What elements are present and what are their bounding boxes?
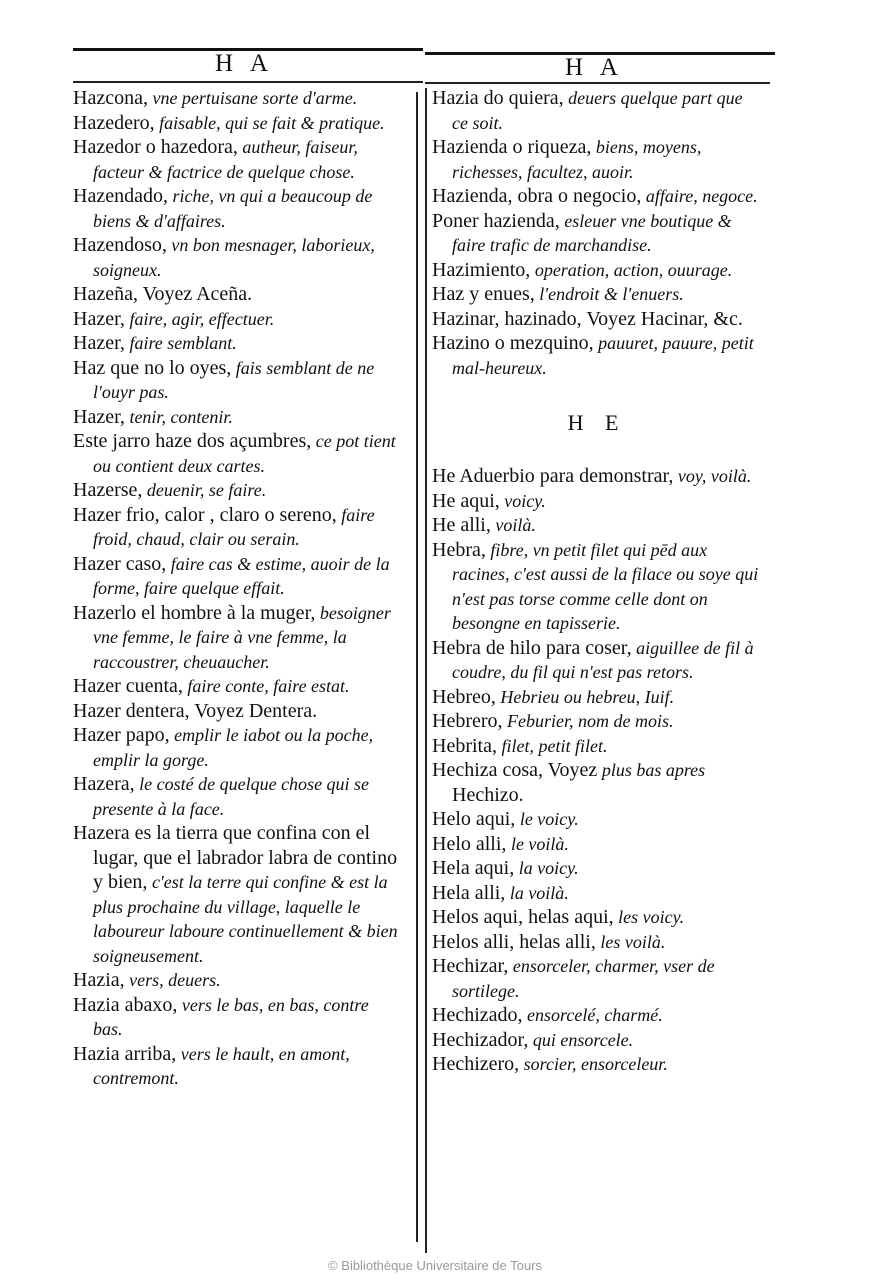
cross-reference: Hechizo. bbox=[452, 783, 524, 806]
headword: Hebrero, bbox=[432, 710, 503, 732]
dictionary-entry bbox=[73, 552, 398, 601]
dictionary-entry bbox=[432, 282, 762, 307]
headword: Hazienda o riqueza, bbox=[432, 136, 592, 158]
dictionary-entry bbox=[432, 209, 762, 258]
translation: le voicy. bbox=[515, 809, 579, 829]
dictionary-entry bbox=[432, 856, 762, 881]
dictionary-entry bbox=[432, 538, 762, 636]
translation: voilà. bbox=[490, 515, 536, 535]
dictionary-entry bbox=[432, 709, 762, 734]
dictionary-entry bbox=[432, 135, 762, 184]
headword: Haz y enues, bbox=[432, 283, 535, 305]
translation: ensorceler, charmer, vser de sortilege. bbox=[452, 956, 715, 1001]
headword: Hazer caso, bbox=[73, 552, 167, 575]
headword: Helos aqui, helas aqui, bbox=[432, 906, 614, 928]
translation: faire conte, faire estat. bbox=[182, 676, 350, 696]
headword: He aqui, bbox=[432, 489, 500, 512]
dictionary-entry bbox=[432, 1028, 762, 1053]
translation: vn bon mesnager, laborieux, soigneux. bbox=[93, 235, 375, 280]
translation: riche, vn qui a beaucoup de biens & d'affaires. bbox=[93, 186, 373, 231]
right-column-ha-entries bbox=[432, 86, 762, 380]
headword: Hazia do quiera, bbox=[432, 87, 564, 109]
translation: l'endroit & l'enuers. bbox=[534, 284, 684, 304]
translation: sorcier, ensorceleur. bbox=[519, 1054, 668, 1074]
dictionary-entry bbox=[73, 135, 398, 184]
dictionary-entry bbox=[432, 331, 762, 380]
translation: operation, action, ouurage. bbox=[530, 259, 733, 280]
dictionary-entry bbox=[73, 503, 398, 552]
translation: la voicy. bbox=[514, 858, 579, 878]
headword: Hazerlo el hombre à la muger, bbox=[73, 601, 316, 624]
dictionary-entry bbox=[432, 636, 762, 685]
translation: les voicy. bbox=[613, 907, 685, 927]
dictionary-entry bbox=[432, 758, 762, 807]
translation: voicy. bbox=[499, 490, 546, 511]
translation: qui ensorcele. bbox=[528, 1029, 634, 1050]
headword: Helo alli, bbox=[432, 832, 507, 855]
translation: deuenir, se faire. bbox=[142, 480, 267, 500]
translation: ce pot tient ou contient deux cartes. bbox=[93, 431, 396, 476]
dictionary-entry bbox=[73, 233, 398, 282]
right-column bbox=[432, 86, 762, 1077]
dictionary-entry bbox=[73, 478, 398, 503]
column-divider-right bbox=[425, 88, 427, 1253]
translation: les voilà. bbox=[595, 931, 666, 952]
dictionary-entry bbox=[432, 1003, 762, 1028]
translation: voy, voilà. bbox=[673, 466, 752, 486]
translation: vers, deuers. bbox=[124, 970, 221, 990]
headword: Hazia, bbox=[73, 969, 125, 991]
headword: Hazienda, obra o negocio, bbox=[432, 185, 642, 207]
translation: Hebrieu ou hebreu, Iuif. bbox=[495, 686, 675, 707]
headword: He alli, bbox=[432, 514, 491, 536]
dictionary-entry bbox=[432, 307, 762, 332]
headword: Hazimiento, bbox=[432, 258, 531, 281]
dictionary-entry bbox=[432, 513, 762, 538]
dictionary-entry bbox=[73, 993, 398, 1042]
headword: Hazendoso, bbox=[73, 234, 167, 256]
translation: deuers quelque part que ce soit. bbox=[452, 88, 743, 133]
headword: Hazino o mezquino, bbox=[432, 332, 594, 354]
dictionary-entry bbox=[432, 954, 762, 1003]
translation: faisable, qui se fait & pratique. bbox=[154, 112, 385, 133]
headword: Hazeña, Voyez Aceña. bbox=[73, 283, 253, 305]
translation: plus bas apres bbox=[597, 760, 706, 780]
translation: faire, agir, effectuer. bbox=[124, 308, 275, 329]
headword: Hebreo, bbox=[432, 685, 496, 708]
dictionary-entry bbox=[432, 905, 762, 930]
headword: Haz que no lo oyes, bbox=[73, 356, 232, 379]
headword: Hela alli, bbox=[432, 881, 506, 904]
dictionary-entry bbox=[432, 734, 762, 759]
translation: vne pertuisane sorte d'arme. bbox=[147, 88, 358, 108]
translation: le costé de quelque chose qui se presente à la face. bbox=[93, 774, 370, 819]
dictionary-entry bbox=[432, 807, 762, 832]
translation: la voilà. bbox=[505, 882, 569, 903]
translation: biens, moyens, richesses, facultez, auoir. bbox=[452, 137, 702, 182]
dictionary-entry bbox=[432, 930, 762, 955]
dictionary-entry bbox=[73, 1042, 398, 1091]
headword: Helos alli, helas alli, bbox=[432, 930, 596, 953]
headword: Poner hazienda, bbox=[432, 209, 560, 232]
translation: fibre, vn petit filet qui pēd aux racines, c'est aussi de la filace ou soye qui n'est pas torse comme celle dont on besongne en tapisserie. bbox=[452, 539, 759, 633]
section-heading: H E bbox=[567, 410, 627, 435]
dictionary-entry bbox=[432, 184, 762, 209]
headword: Hazerse, bbox=[73, 479, 143, 501]
dictionary-entry bbox=[73, 821, 398, 968]
dictionary-entry bbox=[73, 968, 398, 993]
translation: esleuer vne boutique & faire trafic de marchandise. bbox=[452, 210, 732, 255]
headword: Hazcona, bbox=[73, 87, 148, 109]
headword: Hechizado, bbox=[432, 1004, 523, 1026]
dictionary-entry bbox=[432, 1052, 762, 1077]
headword: Este jarro haze dos açumbres, bbox=[73, 430, 312, 452]
translation: faire froid, chaud, clair ou serain. bbox=[93, 504, 375, 549]
running-head-right: H A bbox=[565, 54, 624, 81]
headword: Hazendado, bbox=[73, 185, 168, 207]
translation: fais semblant de ne l'ouyr pas. bbox=[93, 357, 375, 402]
translation: ensorcelé, charmé. bbox=[522, 1005, 663, 1025]
headword: Hazer, bbox=[73, 307, 125, 330]
translation: vers le hault, en amont, contremont. bbox=[93, 1043, 350, 1088]
headword: Hechiza cosa, Voyez bbox=[432, 759, 598, 781]
dictionary-entry bbox=[432, 86, 762, 135]
translation: faire cas & estime, auoir de la forme, faire quelque effait. bbox=[93, 553, 390, 598]
dictionary-entry bbox=[73, 772, 398, 821]
translation: c'est la terre qui confine & est la plus prochaine du village, laquelle le laboureur laboure continuellement & bien soigneusement. bbox=[93, 872, 398, 966]
headword: Hazer, bbox=[73, 405, 125, 428]
dictionary-entry bbox=[432, 881, 762, 906]
translation: aiguillee de fil à coudre, du fil qui n'est pas retors. bbox=[452, 637, 754, 682]
header-rule-right bbox=[425, 82, 770, 84]
headword: Hebra de hilo para coser, bbox=[432, 636, 632, 659]
headword: Hazinar, hazinado, Voyez Hacinar, &c. bbox=[432, 307, 743, 330]
dictionary-entry bbox=[432, 489, 762, 514]
dictionary-entry bbox=[73, 331, 398, 356]
dictionary-entry bbox=[432, 258, 762, 283]
translation: pauuret, pauure, petit mal-heureux. bbox=[452, 333, 754, 378]
translation: emplir le iabot ou la poche, emplir la gorge. bbox=[93, 725, 374, 770]
header-rule-left bbox=[73, 81, 423, 83]
headword: He Aduerbio para demonstrar, bbox=[432, 465, 674, 487]
translation: le voilà. bbox=[506, 833, 569, 854]
translation: besoigner vne femme, le faire à vne femme, la raccoustrer, cheuaucher. bbox=[93, 602, 391, 672]
dictionary-entry bbox=[432, 685, 762, 710]
dictionary-entry bbox=[73, 282, 398, 307]
headword: Hela aqui, bbox=[432, 857, 515, 879]
running-head-left: H A bbox=[215, 50, 274, 77]
dictionary-entry bbox=[73, 699, 398, 724]
headword: Hazedor o hazedora, bbox=[73, 136, 238, 158]
copyright-footer: © Bibliothèque Universitaire de Tours bbox=[328, 1258, 542, 1273]
headword: Hechizador, bbox=[432, 1028, 529, 1051]
translation: tenir, contenir. bbox=[124, 406, 233, 427]
headword: Helo aqui, bbox=[432, 808, 516, 830]
translation: autheur, faiseur, facteur & factrice de quelque chose. bbox=[93, 137, 358, 182]
right-column-he-entries bbox=[432, 464, 762, 1077]
translation: Feburier, nom de mois. bbox=[502, 711, 674, 731]
headword: Hazia arriba, bbox=[73, 1042, 177, 1065]
dictionary-entry bbox=[73, 405, 398, 430]
dictionary-entry bbox=[73, 601, 398, 675]
headword: Hazer frio, calor , claro o sereno, bbox=[73, 503, 337, 526]
dictionary-entry bbox=[73, 723, 398, 772]
dictionary-entry bbox=[73, 111, 398, 136]
dictionary-entry bbox=[73, 184, 398, 233]
dictionary-entry bbox=[432, 464, 762, 489]
dictionary-entry bbox=[73, 307, 398, 332]
dictionary-entry bbox=[73, 356, 398, 405]
headword: Hazer papo, bbox=[73, 724, 170, 746]
headword: Hebra, bbox=[432, 538, 486, 561]
left-column bbox=[73, 86, 398, 1091]
dictionary-entry bbox=[432, 832, 762, 857]
headword: Hazera es la tierra que confina con el lugar, que el labrador labra de contino y bien, bbox=[73, 822, 398, 893]
dictionary-entry bbox=[73, 429, 398, 478]
headword: Hechizar, bbox=[432, 955, 509, 977]
headword: Hazedero, bbox=[73, 111, 155, 134]
headword: Hazer, bbox=[73, 332, 125, 354]
headword: Hazer dentera, Voyez Dentera. bbox=[73, 699, 318, 722]
translation: vers le bas, en bas, contre bas. bbox=[93, 994, 369, 1039]
dictionary-entry bbox=[73, 674, 398, 699]
dictionary-entry bbox=[73, 86, 398, 111]
translation: affaire, negoce. bbox=[641, 186, 758, 206]
headword: Hebrita, bbox=[432, 734, 497, 757]
translation: filet, petit filet. bbox=[496, 735, 608, 756]
headword: Hazera, bbox=[73, 773, 135, 795]
headword: Hazer cuenta, bbox=[73, 675, 183, 697]
headword: Hazia abaxo, bbox=[73, 993, 178, 1016]
column-divider-left bbox=[416, 92, 418, 1242]
headword: Hechizero, bbox=[432, 1053, 520, 1075]
translation: faire semblant. bbox=[124, 333, 237, 353]
